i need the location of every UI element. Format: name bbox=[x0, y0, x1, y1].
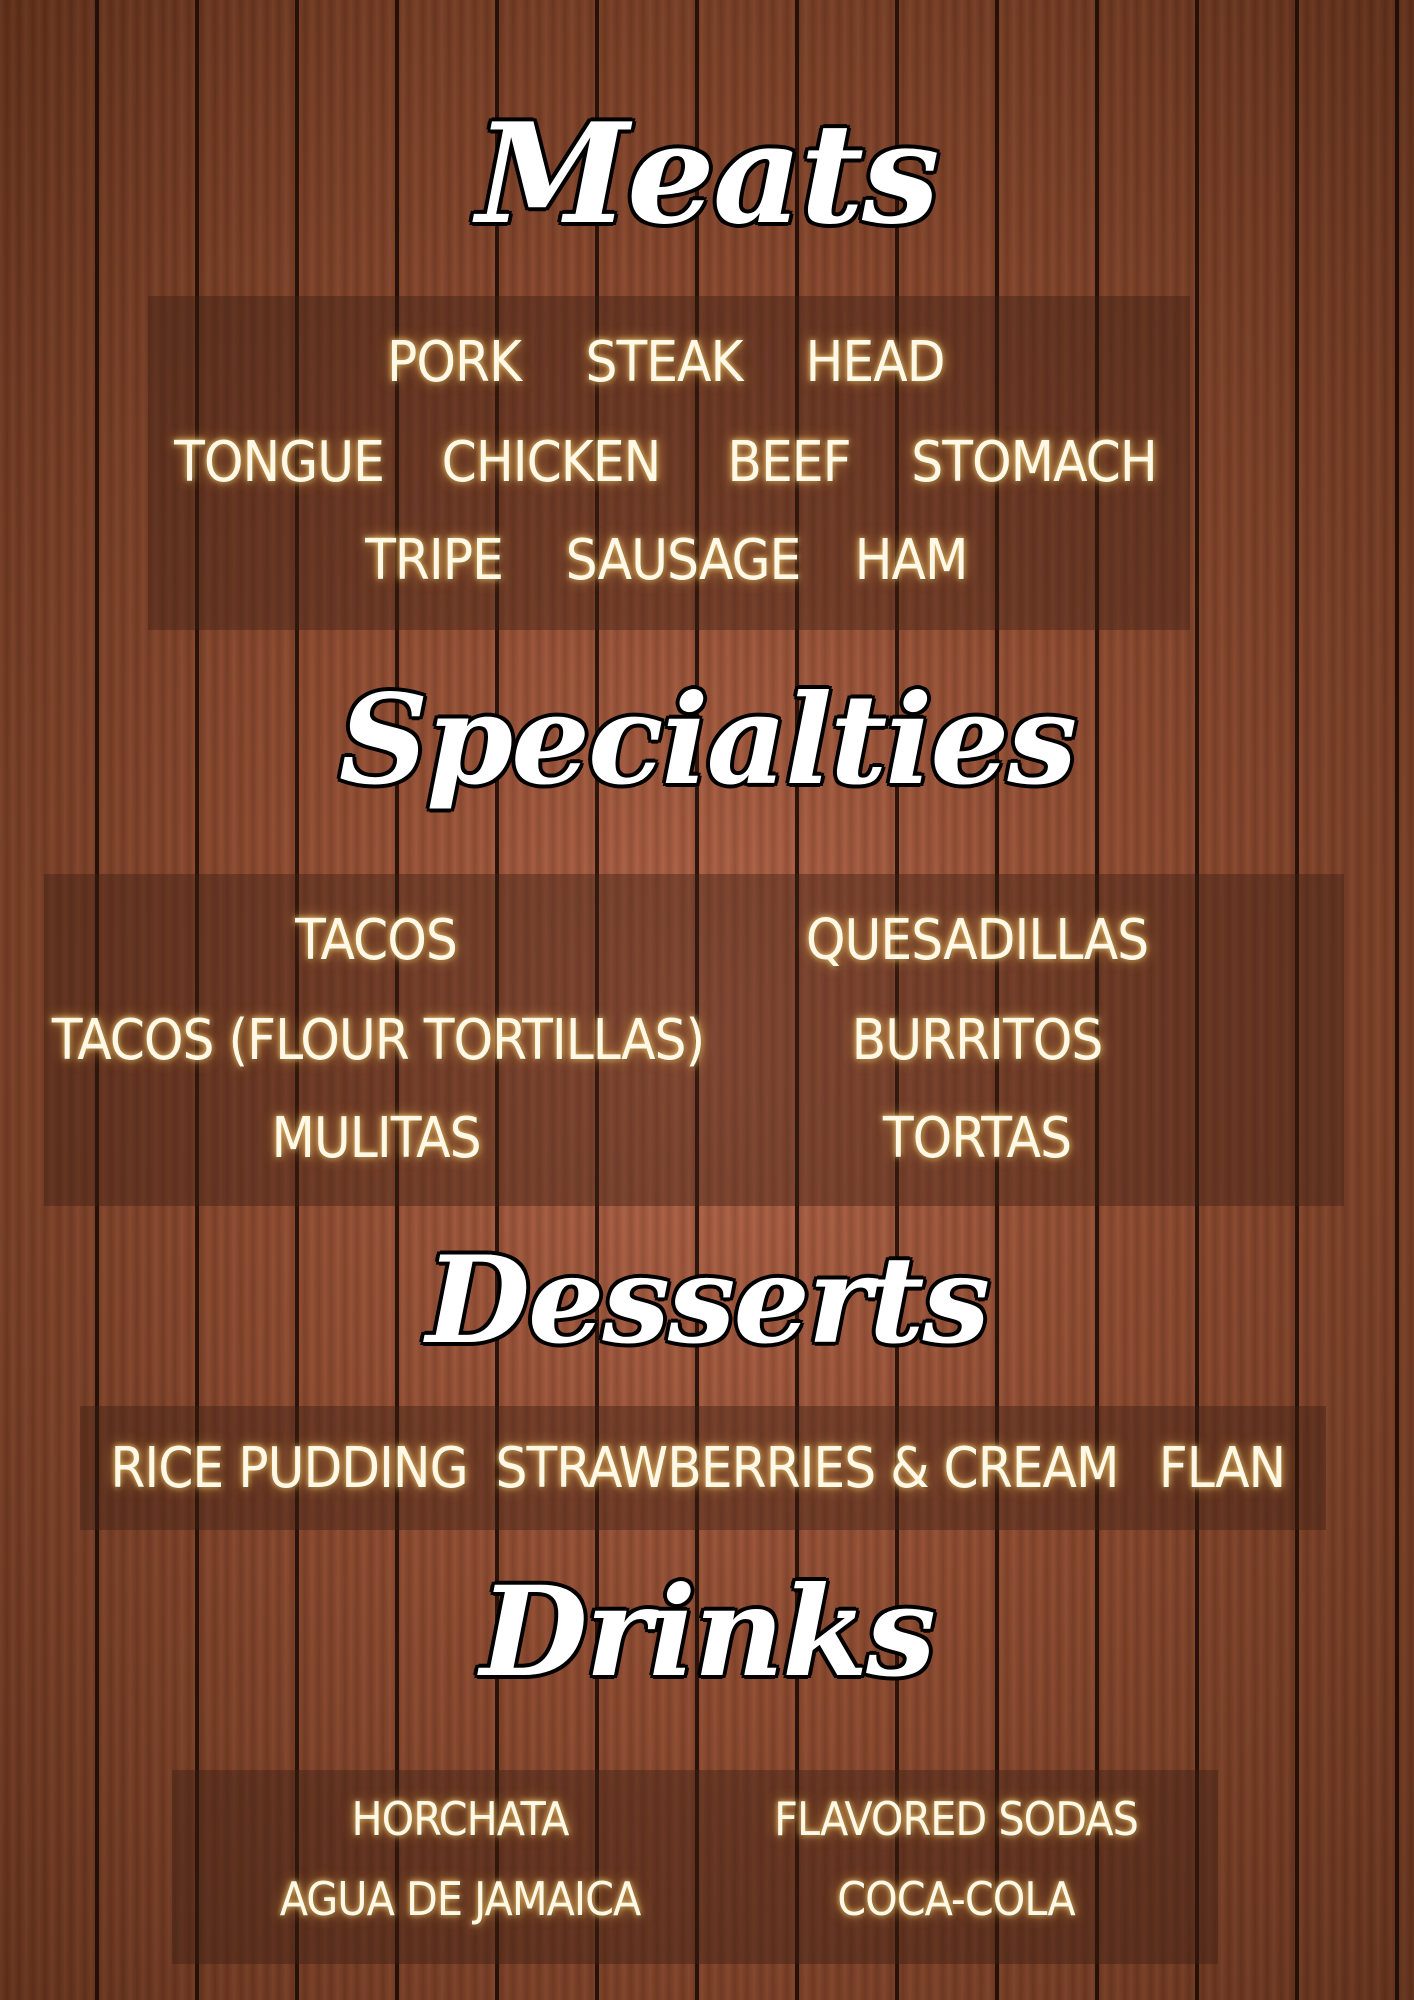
dessert-item: STRAWBERRIES & CREAM bbox=[495, 1436, 1119, 1501]
specialty-item: TORTAS bbox=[882, 1106, 1072, 1171]
dessert-item: FLAN bbox=[1158, 1436, 1286, 1501]
drinks-heading: Drinks bbox=[480, 1560, 934, 1705]
meat-item: BEEF bbox=[727, 430, 851, 495]
specialty-item: TACOS (FLOUR TORTILLAS) bbox=[51, 1008, 705, 1073]
meat-item: SAUSAGE bbox=[565, 528, 801, 593]
specialties-heading: Specialties bbox=[338, 668, 1076, 813]
dessert-item: RICE PUDDING bbox=[110, 1436, 468, 1501]
meat-item: TONGUE bbox=[174, 430, 384, 495]
specialty-item: BURRITOS bbox=[851, 1008, 1103, 1073]
drink-item: HORCHATA bbox=[351, 1792, 569, 1846]
desserts-heading: Desserts bbox=[425, 1230, 989, 1371]
meat-item: CHICKEN bbox=[441, 430, 661, 495]
specialty-item: TACOS bbox=[295, 908, 457, 973]
drink-item: FLAVORED SODAS bbox=[774, 1792, 1138, 1846]
meat-item: HAM bbox=[854, 528, 968, 593]
meat-item: PORK bbox=[386, 330, 522, 395]
meat-item: HEAD bbox=[805, 330, 945, 395]
meat-item: STOMACH bbox=[911, 430, 1157, 495]
meat-item: TRIPE bbox=[365, 528, 503, 593]
meat-item: STEAK bbox=[585, 330, 743, 395]
specialty-item: MULITAS bbox=[271, 1106, 481, 1171]
drink-item: COCA-COLA bbox=[837, 1872, 1075, 1926]
drink-item: AGUA DE JAMAICA bbox=[279, 1872, 641, 1926]
meats-heading: Meats bbox=[476, 92, 938, 255]
specialty-item: QUESADILLAS bbox=[805, 908, 1149, 973]
